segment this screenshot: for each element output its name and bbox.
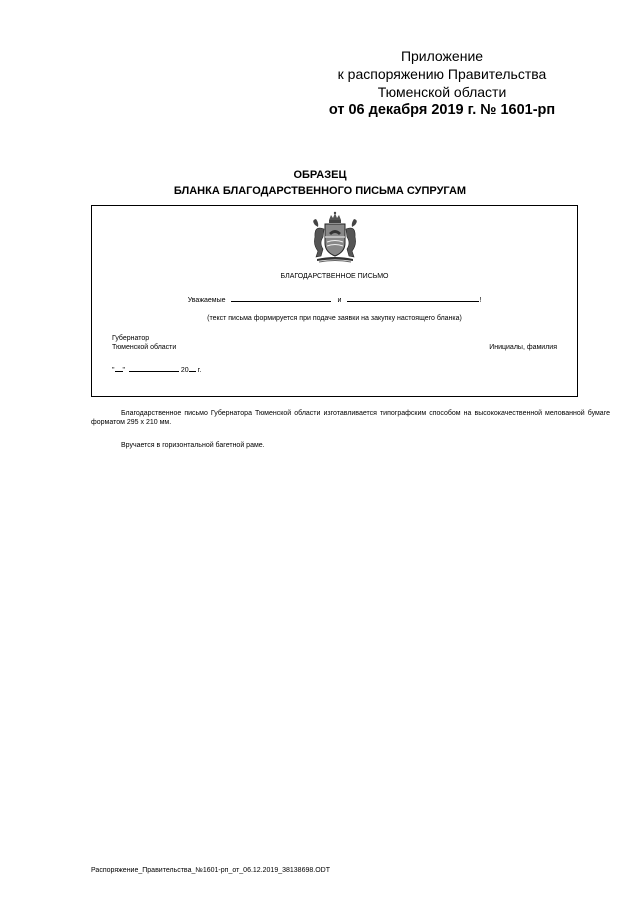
letter-form-frame [91,205,578,397]
day-blank [115,364,123,372]
governor-title: Губернатор [112,335,150,342]
appendix-region: Тюменской области [377,84,507,100]
appendix-order-ref: к распоряжению Правительства [337,66,547,82]
production-description-paragraph: Благодарственное письмо Губернатора Тюменской области изготавливается типографским способом на высококачественной мелованной бумаге форматом 295 x 210 мм. [91,410,610,426]
coat-of-arms-emblem [305,211,365,266]
second-name-blank [347,294,482,304]
date-open-quote: " [112,367,115,374]
governor-signature-block [112,334,176,352]
salutation-label: Уважаемые [187,297,226,304]
heading-sample: ОБРАЗЕЦ [293,169,347,181]
year-blank [189,364,196,372]
first-name-blank [231,294,331,302]
date-line [112,364,201,375]
governor-region: Тюменской области [112,344,177,351]
date-year-prefix: 20 [180,367,189,374]
salutation-exclamation: ! [479,297,482,304]
document-heading [0,167,640,199]
appendix-order-date: от 06 декабря 2019 г. № 1601-рп [328,102,556,118]
presentation-note-paragraph: Вручается в горизонтальной багетной раме. [121,442,265,449]
date-year-suffix: г. [197,367,202,374]
document-filename-footer: Распоряжение_Правительства_№1601-рп_от_06.12.2019_38138698.ODT [91,867,330,874]
salutation-conjunction: и [337,297,342,304]
appendix-title: Приложение [400,48,484,64]
month-blank [129,364,179,372]
salutation-line [92,294,577,305]
letter-title: БЛАГОДАРСТВЕННОЕ ПИСЬМО [280,273,389,280]
letter-text-note: (текст письма формируется при подаче заявки на закупку настоящего бланка) [207,315,462,322]
signature-initials: Инициалы, фамилия [489,344,557,351]
date-close-quote: " [122,367,125,374]
heading-form-name: БЛАНКА БЛАГОДАРСТВЕННОГО ПИСЬМА СУПРУГАМ [173,185,467,197]
appendix-block [292,47,592,119]
